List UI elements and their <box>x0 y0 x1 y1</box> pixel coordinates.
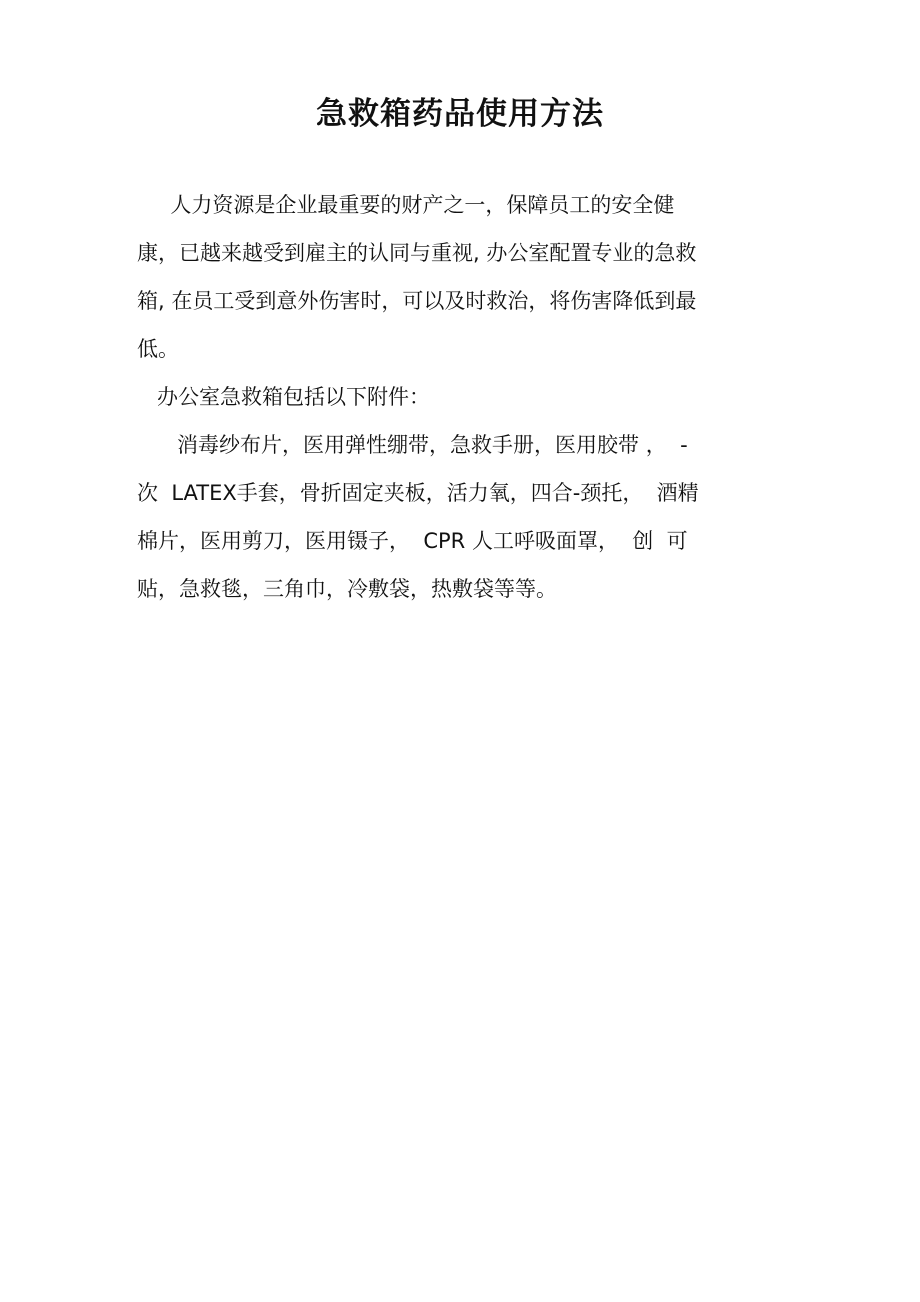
intro-paragraph-line-4: 低。 <box>137 337 179 361</box>
intro-paragraph-line-1: 人力资源是企业最重要的财产之一，保障员工的安全健 <box>137 193 675 217</box>
items-paragraph-line-2: 次 LATEX手套，骨折固定夹板，活力氧，四合-颈托， 酒精 <box>137 481 699 505</box>
list-heading: 办公室急救箱包括以下附件： <box>137 385 431 409</box>
items-paragraph-line-4: 贴，急救毯，三角巾，冷敷袋，热敷袋等等。 <box>137 577 557 601</box>
document-title: 急救箱药品使用方法 <box>316 96 604 132</box>
intro-paragraph-line-3: 箱, 在员工受到意外伤害时，可以及时救治，将伤害降低到最 <box>137 289 697 313</box>
intro-paragraph-line-2: 康，已越来越受到雇主的认同与重视, 办公室配置专业的急救 <box>137 241 697 265</box>
items-paragraph-line-1: 消毒纱布片，医用弹性绷带，急救手册，医用胶带 ， - <box>137 433 688 457</box>
items-paragraph-line-3: 棉片，医用剪刀，医用镊子， CPR 人工呼吸面罩， 创 可 <box>137 529 688 553</box>
